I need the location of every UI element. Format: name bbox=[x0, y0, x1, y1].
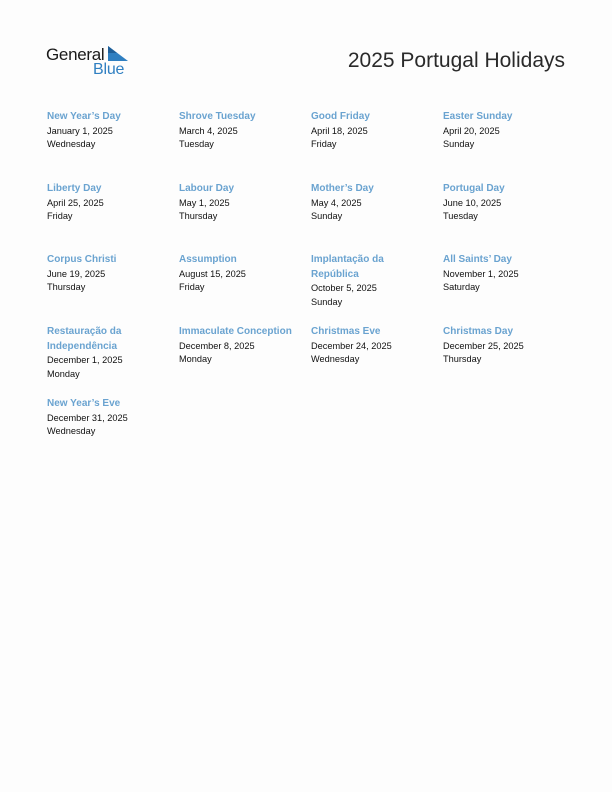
holiday-item bbox=[47, 110, 172, 152]
holiday-weekday: Tuesday bbox=[179, 139, 214, 150]
holiday-date: April 18, 2025 bbox=[311, 125, 368, 136]
holiday-item bbox=[179, 110, 304, 152]
holiday-name: Easter Sunday bbox=[443, 111, 513, 122]
holiday-name: Assumption bbox=[179, 254, 237, 265]
holiday-name: Portugal Day bbox=[443, 183, 505, 194]
holiday-date: June 19, 2025 bbox=[47, 268, 106, 279]
holiday-name: Christmas Day bbox=[443, 326, 514, 337]
holiday-item bbox=[311, 182, 436, 224]
holiday-weekday: Friday bbox=[311, 139, 337, 150]
holiday-item bbox=[47, 325, 147, 381]
holiday-item bbox=[179, 325, 304, 367]
holiday-name: Implantação da República bbox=[311, 254, 384, 280]
holiday-weekday: Sunday bbox=[311, 211, 343, 222]
holiday-weekday: Wednesday bbox=[47, 139, 96, 150]
holiday-name: All Saints’ Day bbox=[443, 254, 512, 265]
holiday-weekday: Monday bbox=[179, 354, 212, 365]
holiday-item bbox=[47, 397, 172, 439]
logo-flag-icon bbox=[108, 46, 128, 61]
holiday-name: Restauração da Independência bbox=[47, 326, 122, 352]
generalblue-logo bbox=[46, 44, 136, 80]
holiday-date: March 4, 2025 bbox=[179, 125, 238, 136]
holiday-weekday: Thursday bbox=[47, 282, 86, 293]
holiday-weekday: Wednesday bbox=[311, 354, 360, 365]
holiday-date: May 1, 2025 bbox=[179, 197, 230, 208]
holiday-weekday: Tuesday bbox=[443, 211, 478, 222]
holiday-date: December 31, 2025 bbox=[47, 412, 128, 423]
holiday-weekday: Thursday bbox=[443, 354, 482, 365]
holiday-date: December 1, 2025 bbox=[47, 355, 123, 365]
holiday-weekday: Sunday bbox=[443, 139, 475, 150]
logo-text-blue: Blue bbox=[93, 61, 125, 78]
holiday-item bbox=[311, 325, 436, 367]
holiday-date: January 1, 2025 bbox=[47, 125, 113, 136]
holiday-item bbox=[311, 253, 411, 309]
holiday-item bbox=[443, 253, 568, 295]
holiday-date: December 8, 2025 bbox=[179, 340, 255, 351]
holiday-date: November 1, 2025 bbox=[443, 268, 519, 279]
holiday-date: June 10, 2025 bbox=[443, 197, 502, 208]
holiday-name: Shrove Tuesday bbox=[179, 111, 256, 122]
holiday-item bbox=[443, 110, 568, 152]
holiday-name: Liberty Day bbox=[47, 183, 102, 194]
holiday-date: August 15, 2025 bbox=[179, 268, 246, 279]
holiday-item bbox=[47, 253, 172, 295]
holiday-item bbox=[311, 110, 436, 152]
holiday-date: December 24, 2025 bbox=[311, 340, 392, 351]
page-title: 2025 Portugal Holidays bbox=[347, 49, 565, 72]
holiday-name: Christmas Eve bbox=[311, 326, 381, 337]
logo-text-general: General bbox=[46, 45, 105, 64]
holiday-name: Good Friday bbox=[311, 111, 370, 122]
holiday-weekday: Wednesday bbox=[47, 426, 96, 437]
holiday-date: May 4, 2025 bbox=[311, 197, 362, 208]
holiday-date: October 5, 2025 bbox=[311, 283, 377, 293]
holiday-weekday: Friday bbox=[47, 211, 73, 222]
holiday-name: Corpus Christi bbox=[47, 254, 117, 265]
holiday-name: New Year’s Day bbox=[47, 111, 121, 122]
holiday-weekday: Sunday bbox=[311, 296, 343, 307]
holiday-item bbox=[443, 182, 568, 224]
holiday-weekday: Saturday bbox=[443, 282, 480, 293]
holiday-weekday: Friday bbox=[179, 282, 205, 293]
holiday-date: April 25, 2025 bbox=[47, 197, 104, 208]
holiday-name: Mother’s Day bbox=[311, 183, 374, 194]
holiday-item bbox=[179, 182, 304, 224]
holiday-weekday: Monday bbox=[47, 368, 80, 379]
holiday-date: April 20, 2025 bbox=[443, 125, 500, 136]
holiday-name: Immaculate Conception bbox=[179, 326, 292, 337]
holiday-item bbox=[47, 182, 172, 224]
holiday-weekday: Thursday bbox=[179, 211, 218, 222]
holiday-name: New Year’s Eve bbox=[47, 398, 121, 409]
holiday-date: December 25, 2025 bbox=[443, 340, 524, 351]
holiday-item bbox=[443, 325, 568, 367]
holiday-item bbox=[179, 253, 304, 295]
holiday-name: Labour Day bbox=[179, 183, 235, 194]
